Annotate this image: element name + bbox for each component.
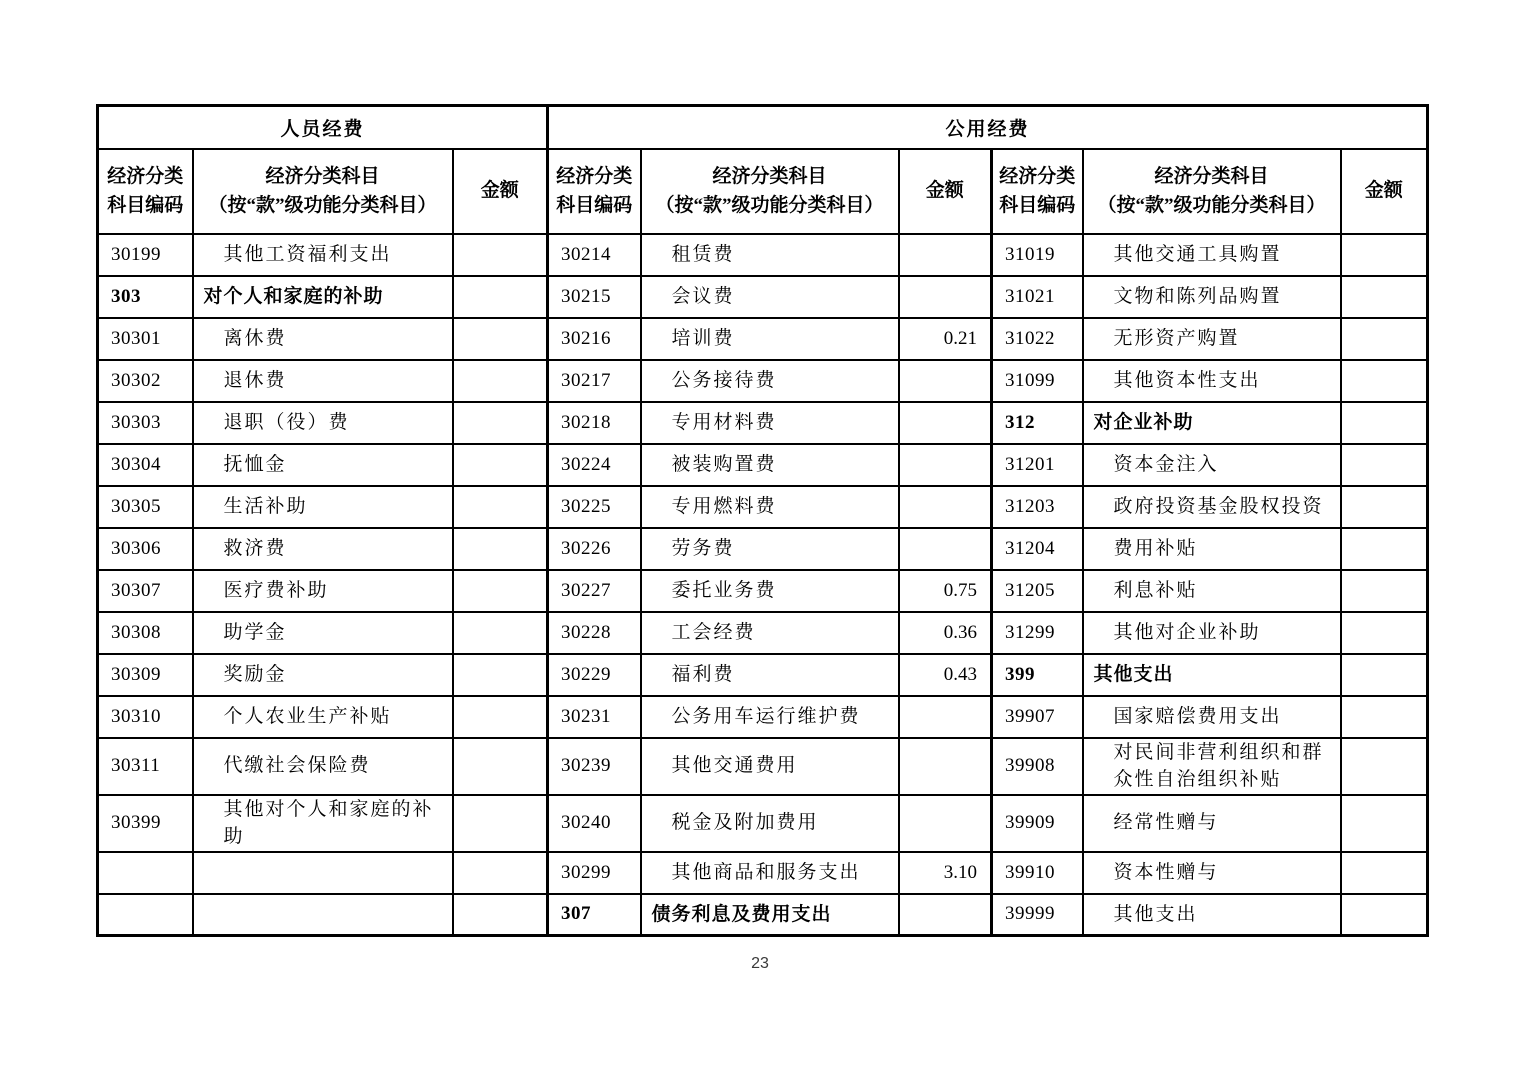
code-cell: 31019 (992, 234, 1083, 276)
subject-cell: 资本金注入 (1083, 444, 1341, 486)
subject-cell: 税金及附加费用 (641, 795, 899, 852)
table-row (98, 738, 1428, 795)
code-header-line2: 科目编码 (107, 195, 184, 216)
amount-cell (453, 318, 548, 360)
code-cell: 30301 (98, 318, 193, 360)
amount-cell (453, 486, 548, 528)
subject-cell: 其他商品和服务支出 (641, 852, 899, 894)
amount-cell (453, 795, 548, 852)
subject-cell: 代缴社会保险费 (193, 738, 453, 795)
subject-cell: 对企业补助 (1083, 402, 1341, 444)
table-row (98, 234, 1428, 276)
code-cell: 30216 (548, 318, 641, 360)
table-row (98, 402, 1428, 444)
table-row (98, 894, 1428, 936)
code-cell: 39910 (992, 852, 1083, 894)
subject-cell: 福利费 (641, 654, 899, 696)
code-cell: 30240 (548, 795, 641, 852)
subject-cell: 离休费 (193, 318, 453, 360)
code-cell: 30217 (548, 360, 641, 402)
subject-cell: 其他支出 (1083, 654, 1341, 696)
budget-classification-table (96, 104, 1429, 937)
subject-cell: 国家赔偿费用支出 (1083, 696, 1341, 738)
code-cell: 31201 (992, 444, 1083, 486)
code-cell: 30311 (98, 738, 193, 795)
column-header-amount: 金额 (1341, 149, 1428, 234)
subject-cell: 对民间非营利组织和群众性自治组织补贴 (1083, 738, 1341, 795)
code-cell: 30231 (548, 696, 641, 738)
code-cell: 30214 (548, 234, 641, 276)
code-cell: 30306 (98, 528, 193, 570)
table-row (98, 444, 1428, 486)
column-header-row (98, 149, 1428, 234)
amount-cell (899, 486, 992, 528)
amount-cell (1341, 360, 1428, 402)
subject-cell: 其他交通工具购置 (1083, 234, 1341, 276)
amount-cell (899, 894, 992, 936)
amount-cell (899, 528, 992, 570)
subject-header-line2: （按“款”级功能分类科目） (208, 195, 437, 216)
amount-cell (453, 444, 548, 486)
code-cell: 31205 (992, 570, 1083, 612)
code-cell: 31299 (992, 612, 1083, 654)
code-cell: 30229 (548, 654, 641, 696)
subject-cell: 政府投资基金股权投资 (1083, 486, 1341, 528)
code-cell: 31204 (992, 528, 1083, 570)
subject-cell: 会议费 (641, 276, 899, 318)
amount-cell (1341, 696, 1428, 738)
code-header-line1: 经济分类 (107, 165, 184, 187)
amount-cell (1341, 795, 1428, 852)
subject-header-line1: 经济分类科目 (1154, 165, 1269, 187)
code-cell: 30227 (548, 570, 641, 612)
subject-header-line1: 经济分类科目 (265, 165, 380, 187)
subject-cell: 其他工资福利支出 (193, 234, 453, 276)
amount-cell (1341, 570, 1428, 612)
amount-cell (453, 360, 548, 402)
subject-cell: 被装购置费 (641, 444, 899, 486)
amount-cell (1341, 402, 1428, 444)
code-cell: 31099 (992, 360, 1083, 402)
table-row (98, 276, 1428, 318)
code-cell: 39909 (992, 795, 1083, 852)
amount-cell (1341, 444, 1428, 486)
code-cell: 39908 (992, 738, 1083, 795)
amount-cell (1341, 318, 1428, 360)
code-header-line1: 经济分类 (556, 165, 633, 187)
amount-cell (453, 894, 548, 936)
column-header-amount: 金额 (453, 149, 548, 234)
amount-cell (899, 234, 992, 276)
amount-cell (453, 570, 548, 612)
code-header-line1: 经济分类 (999, 165, 1076, 187)
code-cell: 30239 (548, 738, 641, 795)
code-cell: 30307 (98, 570, 193, 612)
amount-cell (453, 402, 548, 444)
code-cell: 399 (992, 654, 1083, 696)
code-cell: 30226 (548, 528, 641, 570)
amount-cell (453, 738, 548, 795)
amount-cell: 0.43 (899, 654, 992, 696)
code-cell: 30218 (548, 402, 641, 444)
amount-cell (899, 696, 992, 738)
code-cell: 312 (992, 402, 1083, 444)
table-row (98, 795, 1428, 852)
amount-cell: 3.10 (899, 852, 992, 894)
amount-cell (1341, 234, 1428, 276)
amount-cell: 0.75 (899, 570, 992, 612)
subject-cell: 培训费 (641, 318, 899, 360)
column-header-amount: 金额 (899, 149, 992, 234)
code-cell: 30303 (98, 402, 193, 444)
subject-cell: 经常性赠与 (1083, 795, 1341, 852)
code-cell: 31022 (992, 318, 1083, 360)
subject-cell (193, 894, 453, 936)
subject-cell: 工会经费 (641, 612, 899, 654)
amount-cell (899, 276, 992, 318)
table-row (98, 360, 1428, 402)
table-row (98, 852, 1428, 894)
code-cell: 30310 (98, 696, 193, 738)
amount-cell (1341, 612, 1428, 654)
amount-cell (899, 402, 992, 444)
amount-cell (453, 852, 548, 894)
subject-header-line1: 经济分类科目 (712, 165, 827, 187)
subject-cell: 费用补贴 (1083, 528, 1341, 570)
amount-cell (1341, 528, 1428, 570)
subject-cell: 对个人和家庭的补助 (193, 276, 453, 318)
amount-cell (453, 276, 548, 318)
amount-cell (899, 795, 992, 852)
subject-cell: 个人农业生产补贴 (193, 696, 453, 738)
code-header-line2: 科目编码 (999, 195, 1076, 216)
section-header-row (98, 106, 1428, 149)
code-cell: 31203 (992, 486, 1083, 528)
amount-cell (453, 234, 548, 276)
table-row (98, 654, 1428, 696)
code-cell: 307 (548, 894, 641, 936)
code-cell: 30228 (548, 612, 641, 654)
table-header (98, 106, 1428, 234)
code-cell: 30215 (548, 276, 641, 318)
amount-cell (453, 612, 548, 654)
subject-cell: 其他对企业补助 (1083, 612, 1341, 654)
subject-cell: 劳务费 (641, 528, 899, 570)
column-header-code (992, 149, 1083, 234)
column-header-subject (641, 149, 899, 234)
subject-cell: 抚恤金 (193, 444, 453, 486)
code-header-line2: 科目编码 (556, 195, 633, 216)
amount-cell (899, 444, 992, 486)
column-header-code (98, 149, 193, 234)
subject-cell: 利息补贴 (1083, 570, 1341, 612)
subject-cell: 其他对个人和家庭的补助 (193, 795, 453, 852)
amount-cell (453, 696, 548, 738)
subject-cell: 委托业务费 (641, 570, 899, 612)
subject-cell: 债务利息及费用支出 (641, 894, 899, 936)
code-cell: 39907 (992, 696, 1083, 738)
column-header-subject (1083, 149, 1341, 234)
subject-cell: 专用材料费 (641, 402, 899, 444)
page-number: 23 (751, 955, 769, 972)
subject-cell: 救济费 (193, 528, 453, 570)
section-header-public: 公用经费 (548, 106, 1428, 149)
subject-cell: 生活补助 (193, 486, 453, 528)
code-cell: 30308 (98, 612, 193, 654)
subject-cell: 资本性赠与 (1083, 852, 1341, 894)
amount-cell (453, 528, 548, 570)
subject-cell: 其他交通费用 (641, 738, 899, 795)
amount-cell (1341, 486, 1428, 528)
subject-cell: 文物和陈列品购置 (1083, 276, 1341, 318)
subject-cell: 退休费 (193, 360, 453, 402)
table-row (98, 528, 1428, 570)
code-cell: 30224 (548, 444, 641, 486)
subject-cell: 租赁费 (641, 234, 899, 276)
subject-cell: 医疗费补助 (193, 570, 453, 612)
subject-cell: 助学金 (193, 612, 453, 654)
subject-cell: 公务用车运行维护费 (641, 696, 899, 738)
column-header-code (548, 149, 641, 234)
subject-cell: 其他资本性支出 (1083, 360, 1341, 402)
code-cell: 30309 (98, 654, 193, 696)
code-cell (98, 852, 193, 894)
code-cell: 30299 (548, 852, 641, 894)
table-row (98, 486, 1428, 528)
amount-cell (1341, 852, 1428, 894)
amount-cell: 0.36 (899, 612, 992, 654)
subject-cell: 奖励金 (193, 654, 453, 696)
subject-cell: 无形资产购置 (1083, 318, 1341, 360)
section-header-personnel: 人员经费 (98, 106, 548, 149)
table-row (98, 696, 1428, 738)
code-cell: 31021 (992, 276, 1083, 318)
amount-cell (899, 738, 992, 795)
table-row (98, 612, 1428, 654)
amount-cell (1341, 738, 1428, 795)
amount-cell: 0.21 (899, 318, 992, 360)
table-body (98, 234, 1428, 936)
code-cell: 30304 (98, 444, 193, 486)
code-cell: 30225 (548, 486, 641, 528)
amount-cell (1341, 894, 1428, 936)
subject-header-line2: （按“款”级功能分类科目） (655, 195, 884, 216)
column-header-subject (193, 149, 453, 234)
code-cell: 39999 (992, 894, 1083, 936)
subject-cell (193, 852, 453, 894)
amount-cell (1341, 276, 1428, 318)
code-cell (98, 894, 193, 936)
code-cell: 30305 (98, 486, 193, 528)
subject-header-line2: （按“款”级功能分类科目） (1097, 195, 1326, 216)
subject-cell: 专用燃料费 (641, 486, 899, 528)
amount-cell (1341, 654, 1428, 696)
code-cell: 30199 (98, 234, 193, 276)
amount-cell (453, 654, 548, 696)
code-cell: 303 (98, 276, 193, 318)
code-cell: 30399 (98, 795, 193, 852)
subject-cell: 退职（役）费 (193, 402, 453, 444)
subject-cell: 公务接待费 (641, 360, 899, 402)
table-row (98, 318, 1428, 360)
code-cell: 30302 (98, 360, 193, 402)
table-row (98, 570, 1428, 612)
subject-cell: 其他支出 (1083, 894, 1341, 936)
amount-cell (899, 360, 992, 402)
